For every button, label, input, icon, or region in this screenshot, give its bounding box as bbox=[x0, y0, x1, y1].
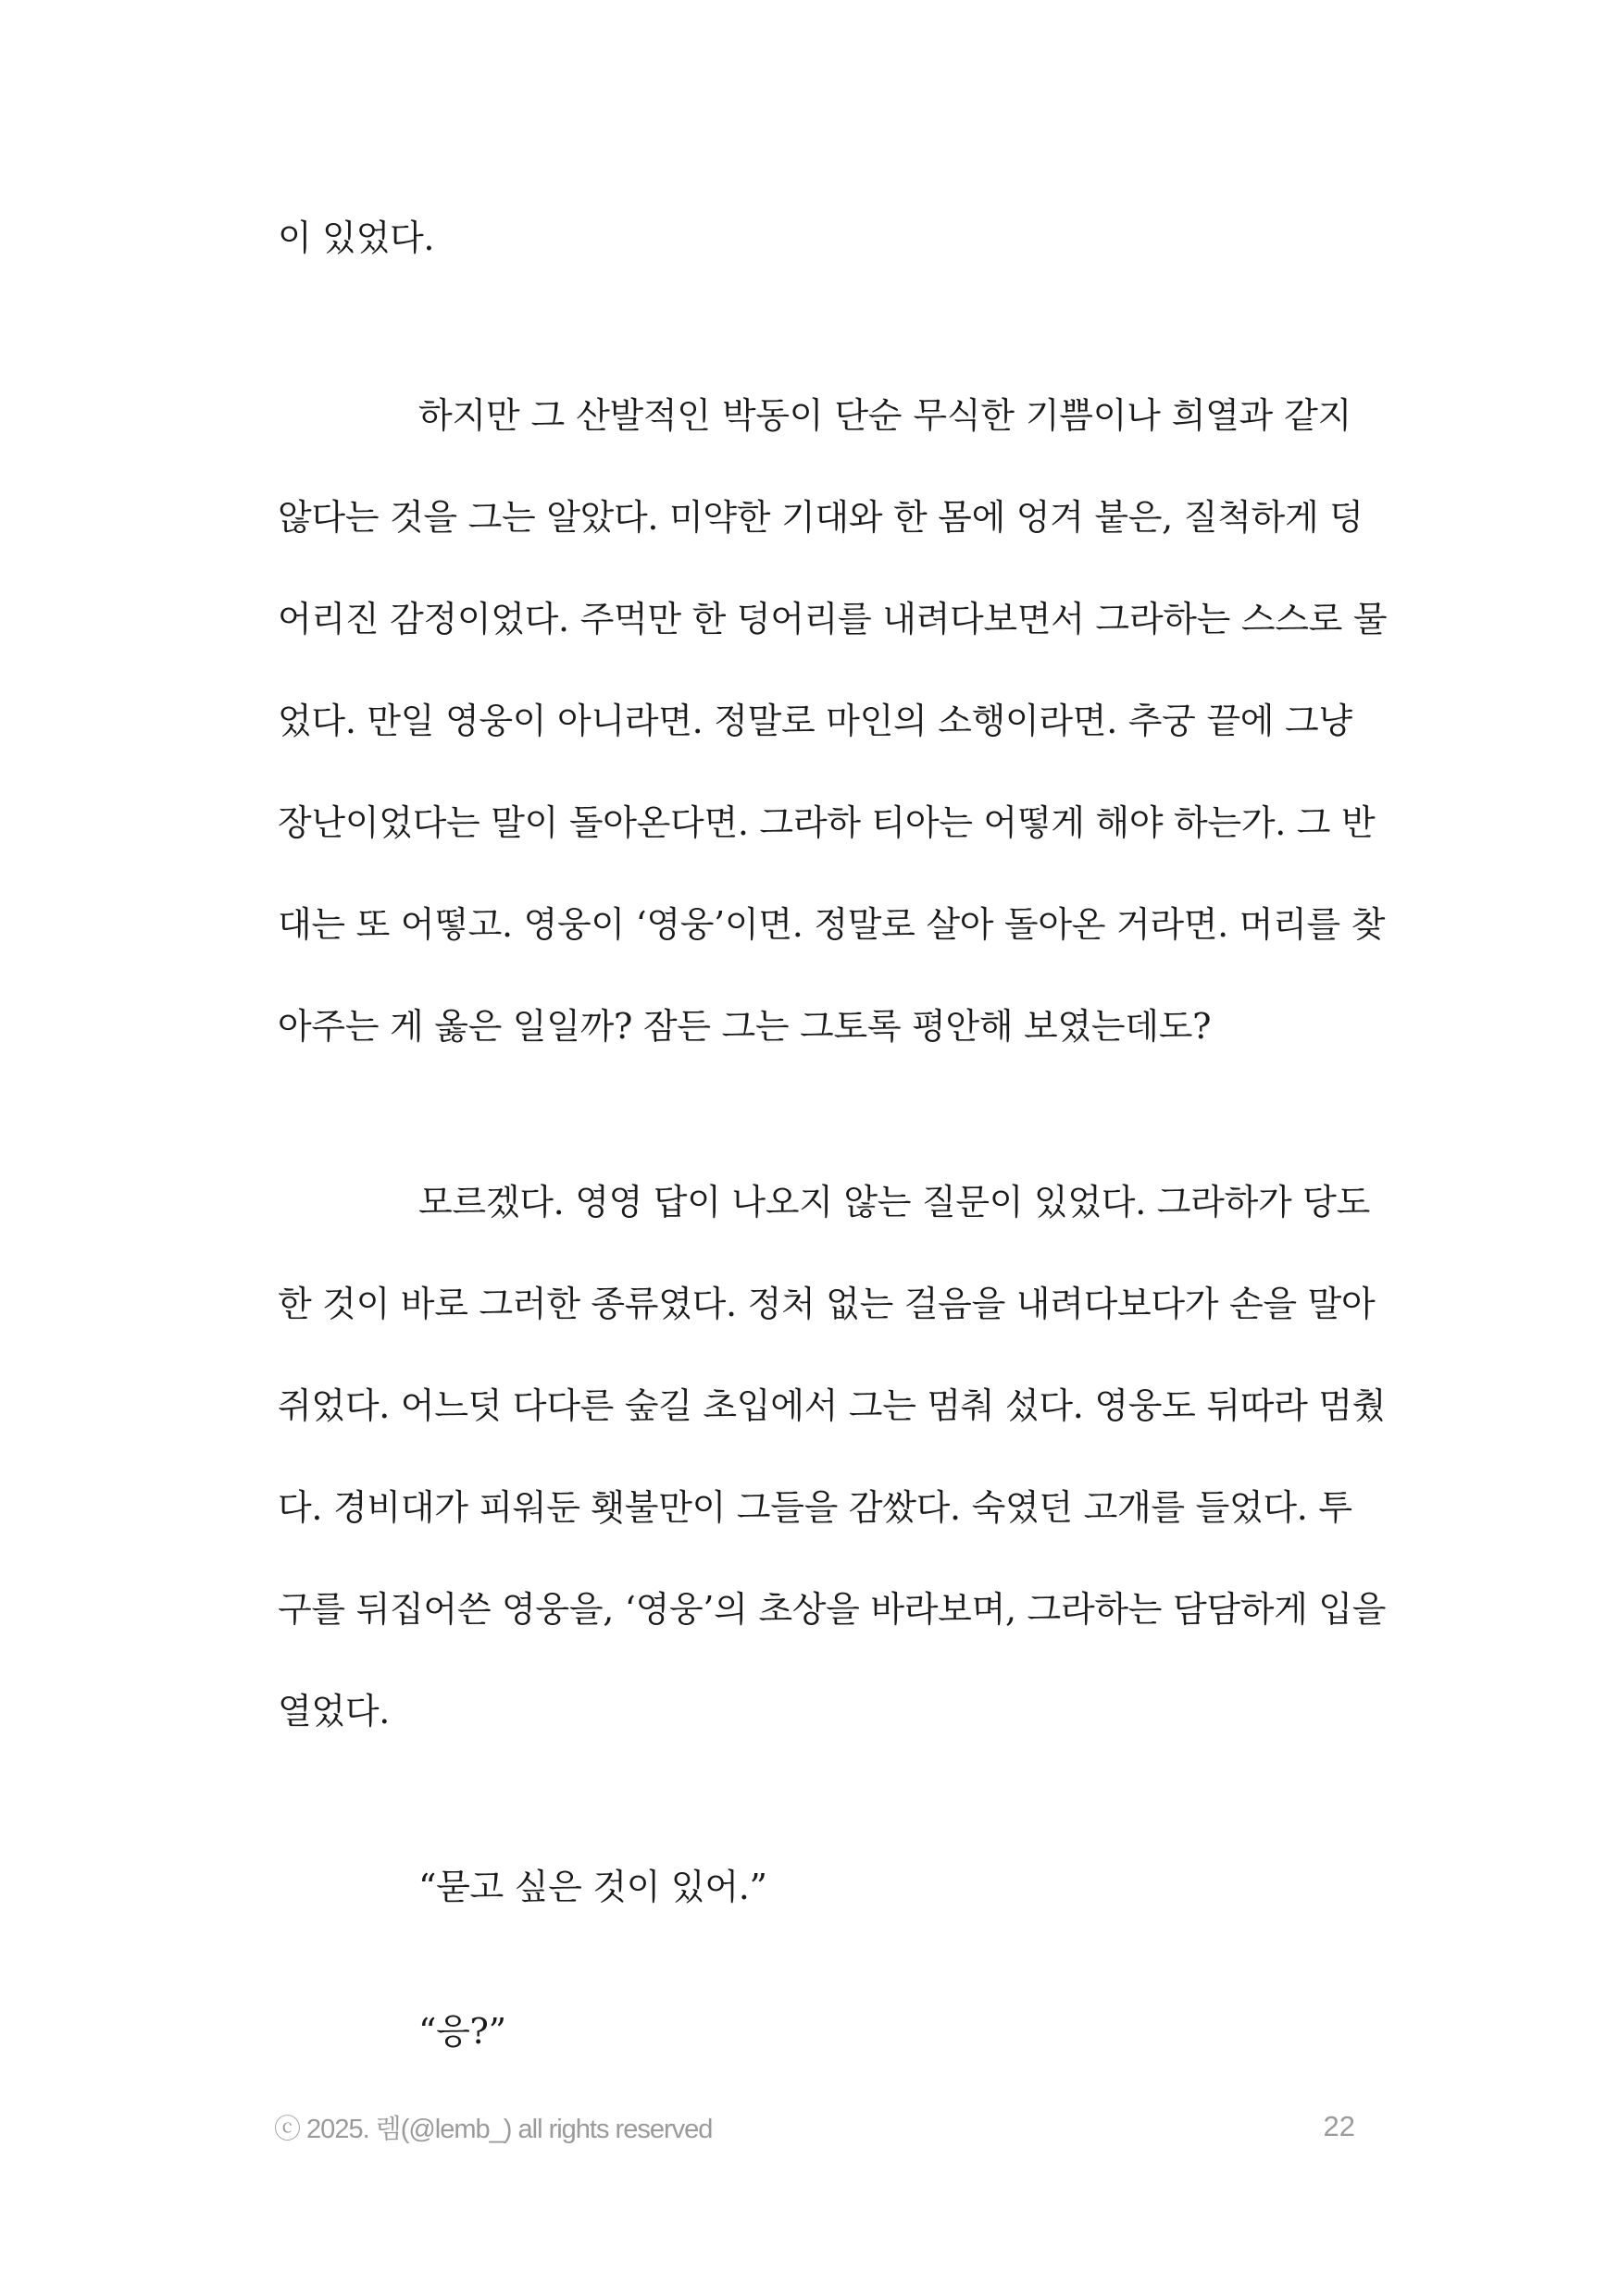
paragraph-line: 다. 경비대가 피워둔 횃불만이 그들을 감쌌다. 숙였던 고개를 들었다. 투 bbox=[278, 1487, 1352, 1528]
paragraph-line: 쥐었다. 어느덧 다다른 숲길 초입에서 그는 멈춰 섰다. 영웅도 뒤따라 멈췄 bbox=[278, 1385, 1387, 1426]
paragraph-line: 모르겠다. 영영 답이 나오지 않는 질문이 있었다. 그라하가 당도 bbox=[418, 1182, 1370, 1222]
paragraph-line: 장난이었다는 말이 돌아온다면. 그라하 티아는 어떻게 해야 하는가. 그 반 bbox=[278, 802, 1376, 843]
paragraph-line: 구를 뒤집어쓴 영웅을, ‘영웅’의 초상을 바라보며, 그라하는 담담하게 입을 bbox=[278, 1589, 1387, 1630]
paragraph-line: 었다. 만일 영웅이 아니라면. 정말로 마인의 소행이라면. 추궁 끝에 그냥 bbox=[278, 701, 1352, 741]
body-text bbox=[278, 194, 1388, 2052]
paragraph-line: 않다는 것을 그는 알았다. 미약한 기대와 한 몸에 엉겨 붙은, 질척하게 덩 bbox=[278, 497, 1364, 538]
paragraph-line: 대는 또 어떻고. 영웅이 ‘영웅’이면. 정말로 살아 돌아온 거라면. 머리를 찾 bbox=[278, 904, 1386, 945]
paragraph-line: 어리진 감정이었다. 주먹만 한 덩어리를 내려다보면서 그라하는 스스로 물 bbox=[278, 599, 1388, 639]
copyright-notice: ⓒ 2025. 렘(@lemb_) all rights reserved bbox=[274, 2115, 713, 2144]
paragraph-line: 하지만 그 산발적인 박동이 단순 무식한 기쁨이나 희열과 같지 bbox=[418, 395, 1351, 436]
paragraph-line: 한 것이 바로 그러한 종류였다. 정처 없는 걸음을 내려다보다가 손을 말아 bbox=[278, 1284, 1376, 1324]
paragraph-line: 이 있었다. bbox=[278, 217, 435, 258]
dialogue-line: “묻고 싶은 것이 있어.” bbox=[418, 1867, 767, 1907]
dialogue-line: “응?” bbox=[418, 2011, 506, 2052]
paragraph-line: 아주는 게 옳은 일일까? 잠든 그는 그토록 평안해 보였는데도? bbox=[278, 1006, 1212, 1047]
paragraph-line: 열었다. bbox=[278, 1691, 391, 1731]
page-number: 22 bbox=[1323, 2110, 1355, 2142]
